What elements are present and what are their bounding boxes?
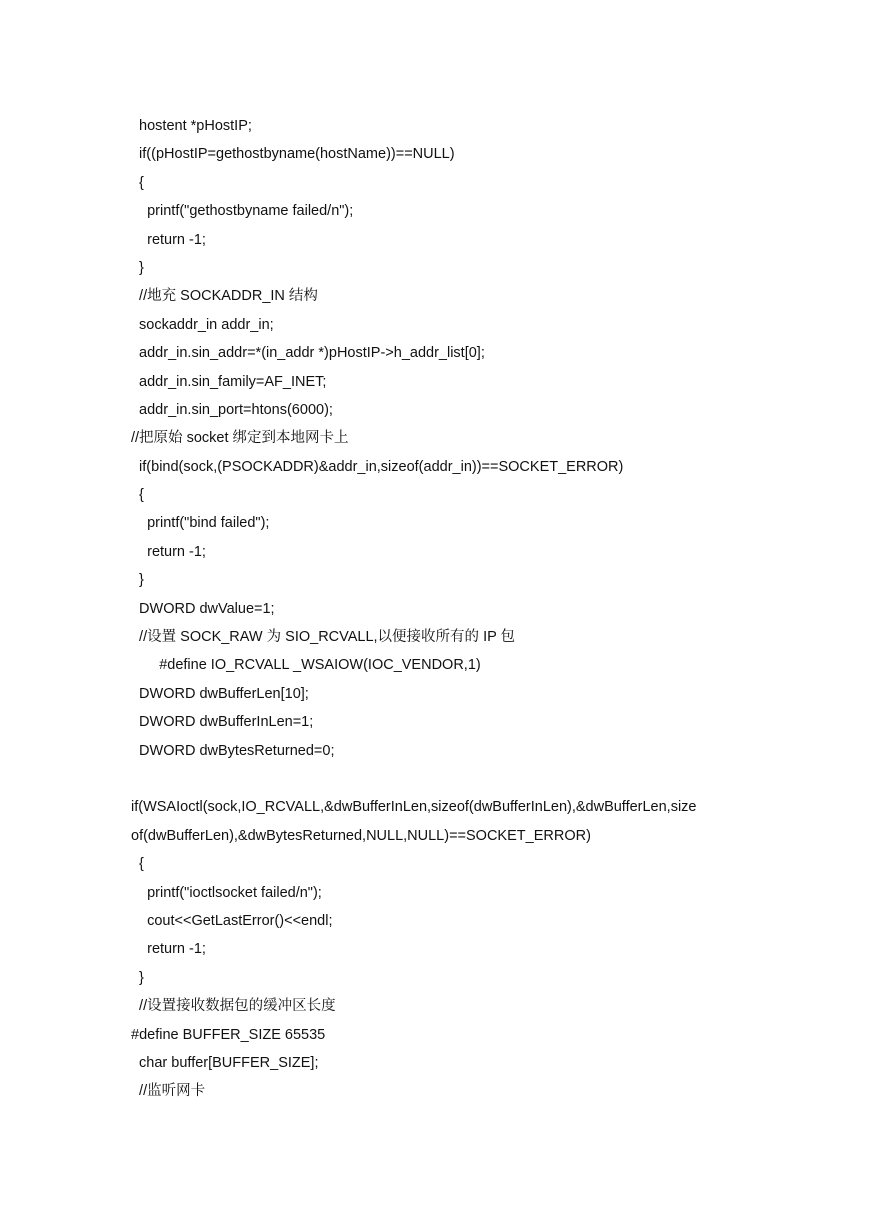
code-line: DWORD dwBytesReturned=0;: [131, 742, 335, 759]
code-line: of(dwBufferLen),&dwBytesReturned,NULL,NULL)==SOCKET_ERROR): [131, 827, 591, 844]
code-line: cout<<GetLastError()<<endl;: [131, 912, 333, 929]
code-line: {: [131, 174, 144, 191]
code-line: return -1;: [131, 231, 206, 248]
code-line: if(WSAIoctl(sock,IO_RCVALL,&dwBufferInLen,sizeof(dwBufferInLen),&dwBufferLen,size: [131, 799, 697, 816]
code-line: printf("bind failed");: [131, 515, 270, 532]
code-line: DWORD dwBufferLen[10];: [131, 685, 309, 702]
code-line: DWORD dwBufferInLen=1;: [131, 714, 314, 731]
code-line: {: [131, 487, 144, 504]
code-comment: //设置 SOCK_RAW 为 SIO_RCVALL,以便接收所有的 IP 包: [131, 629, 516, 646]
code-line: if(bind(sock,(PSOCKADDR)&addr_in,sizeof(addr_in))==SOCKET_ERROR): [131, 458, 624, 475]
code-line: }: [131, 969, 144, 986]
code-listing: [131, 112, 751, 1106]
code-line: return -1;: [131, 543, 206, 560]
code-line: char buffer[BUFFER_SIZE];: [131, 1054, 319, 1071]
code-line: addr_in.sin_family=AF_INET;: [131, 373, 327, 390]
code-line: addr_in.sin_addr=*(in_addr *)pHostIP->h_addr_list[0];: [131, 345, 485, 362]
blank-line: [131, 765, 751, 793]
code-comment: //把原始 socket 绑定到本地网卡上: [131, 430, 349, 447]
code-line: printf("gethostbyname failed/n");: [131, 203, 354, 220]
code-line: return -1;: [131, 941, 206, 958]
code-line: DWORD dwValue=1;: [131, 600, 275, 617]
code-comment: //设置接收数据包的缓冲区长度: [131, 998, 336, 1015]
code-line: }: [131, 259, 144, 276]
code-line: }: [131, 572, 144, 589]
code-comment: //监听网卡: [131, 1083, 206, 1100]
code-line: {: [131, 856, 144, 873]
code-line: printf("ioctlsocket failed/n");: [131, 884, 322, 901]
code-line: hostent *pHostIP;: [131, 118, 252, 134]
code-line: #define IO_RCVALL _WSAIOW(IOC_VENDOR,1): [131, 657, 481, 674]
code-line: sockaddr_in addr_in;: [131, 316, 274, 333]
code-line: addr_in.sin_port=htons(6000);: [131, 401, 333, 418]
code-comment: //地充 SOCKADDR_IN 结构: [131, 288, 318, 305]
code-line: if((pHostIP=gethostbyname(hostName))==NULL): [131, 146, 455, 163]
code-line: #define BUFFER_SIZE 65535: [131, 1026, 326, 1043]
